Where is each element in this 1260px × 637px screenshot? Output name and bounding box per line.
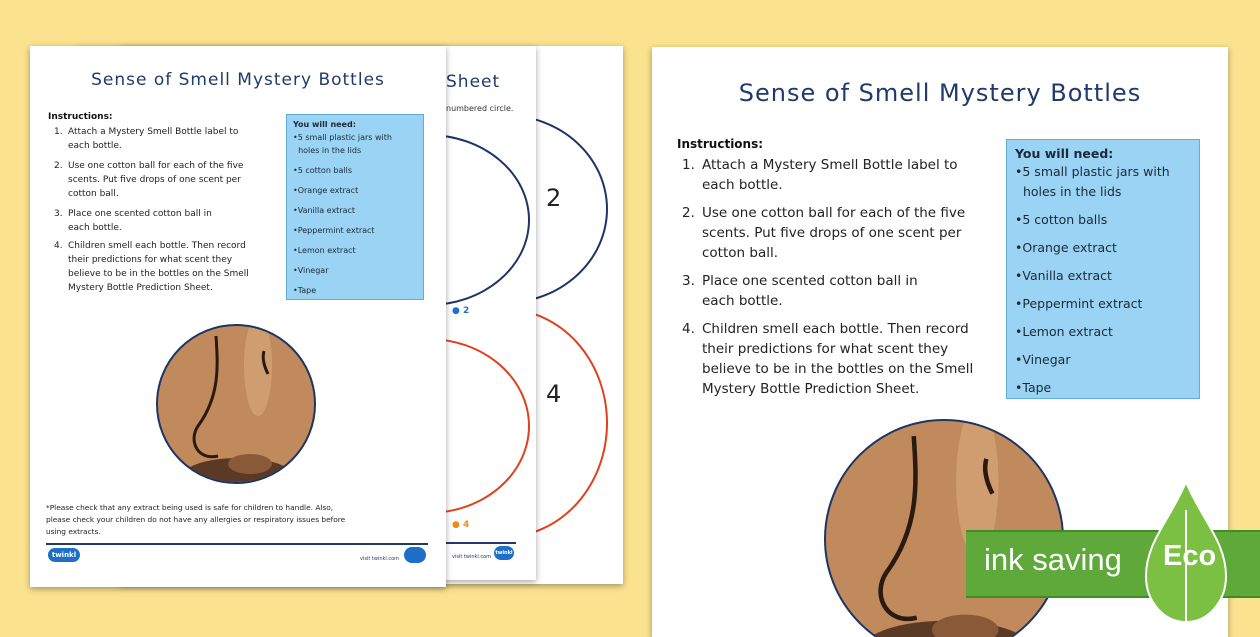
supply-list — [293, 131, 423, 297]
instruction-step: 4. Children smell each bottle. Then record their predictions for what scent they believe to be in the bottles on the Smell Mystery Bottle Prediction Sheet. — [682, 321, 974, 397]
eco-word: Eco — [1163, 540, 1217, 572]
circle-label-2: ● 2 — [452, 306, 470, 316]
supply-item: •Lemon extract — [293, 246, 356, 255]
supply-item: •Orange extract — [293, 186, 359, 195]
supply-item: •5 cotton balls — [1015, 212, 1108, 227]
nose-icon — [158, 326, 314, 482]
supply-item: •Orange extract — [1015, 240, 1117, 255]
you-will-need-heading: You will need: — [1015, 146, 1114, 161]
nose-illustration-large — [824, 419, 1064, 637]
nose-icon — [826, 421, 1062, 637]
supply-item: •5 small plastic jars with holes in the lids — [293, 133, 392, 155]
instruction-step: 3. Place one scented cotton ball in each bottle. — [682, 273, 918, 309]
supply-item: •Peppermint extract — [293, 226, 375, 235]
instructions-heading-small: Instructions: — [48, 112, 113, 122]
instructions-list-large — [682, 155, 1002, 399]
supply-item: •5 small plastic jars with holes in the lids — [1015, 164, 1170, 199]
supply-item: •Vinegar — [293, 266, 329, 275]
instruction-step: 1. Attach a Mystery Smell Bottle label to each bottle. — [54, 127, 239, 151]
instructions-heading-large: Instructions: — [677, 137, 764, 151]
back-twinkl-logo: twinkl — [494, 546, 514, 560]
front-page-small — [30, 46, 446, 587]
supply-list — [1015, 162, 1199, 398]
back-page-subtitle-fragment: numbered circle. — [446, 104, 514, 113]
you-will-need-box-large — [1006, 139, 1200, 399]
twinkl-logo-small: twinkl — [48, 548, 80, 562]
eco-banner-text: ink saving — [984, 542, 1122, 577]
instruction-step: 2. Use one cotton ball for each of the five scents. Put five drops of one scent per cotton ball. — [54, 161, 244, 199]
supply-item: •Peppermint extract — [1015, 296, 1143, 311]
supply-item: •Vinegar — [1015, 352, 1071, 367]
twinkl-badge-small — [404, 547, 426, 563]
you-will-need-heading: You will need: — [293, 120, 356, 129]
you-will-need-box-small — [286, 114, 424, 300]
circle-number-2: 2 — [546, 184, 562, 212]
instruction-step: 2. Use one cotton ball for each of the five scents. Put five drops of one scent per cotton ball. — [682, 205, 966, 261]
instruction-step: 1. Attach a Mystery Smell Bottle label to each bottle. — [682, 157, 958, 193]
page-title-small: Sense of Smell Mystery Bottles — [91, 70, 385, 90]
supply-item: •5 cotton balls — [293, 166, 353, 175]
nose-illustration-small — [156, 324, 316, 484]
page-title-large: Sense of Smell Mystery Bottles — [738, 79, 1142, 107]
back-page-title-fragment: Sheet — [446, 72, 501, 92]
circle-number-4: 4 — [546, 380, 562, 408]
circle-label-4: ● 4 — [452, 520, 470, 530]
supply-item: •Tape — [293, 286, 317, 295]
visit-text-small: visit twinkl.com — [360, 556, 400, 562]
supply-item: •Lemon extract — [1015, 324, 1113, 339]
instruction-step: 4. Children smell each bottle. Then record their predictions for what scent they believe to be in the bottles on the Smell Mystery Bottle Prediction Sheet. — [54, 241, 249, 293]
back-visit-text: visit twinkl.com — [452, 554, 492, 560]
footer-bar-small — [46, 543, 428, 545]
back-footer-bar — [446, 542, 516, 544]
supply-item: •Vanilla extract — [293, 206, 356, 215]
supply-item: •Tape — [1015, 380, 1052, 395]
instructions-list-small — [54, 125, 284, 295]
instruction-step: 3. Place one scented cotton ball in each bottle. — [54, 209, 212, 233]
safety-footnote-small: *Please check that any extract being used is safe for children to handle. Also, please check your children do not have any allergies or respiratory issues before using extracts. — [46, 503, 346, 536]
supply-item: •Vanilla extract — [1015, 268, 1112, 283]
